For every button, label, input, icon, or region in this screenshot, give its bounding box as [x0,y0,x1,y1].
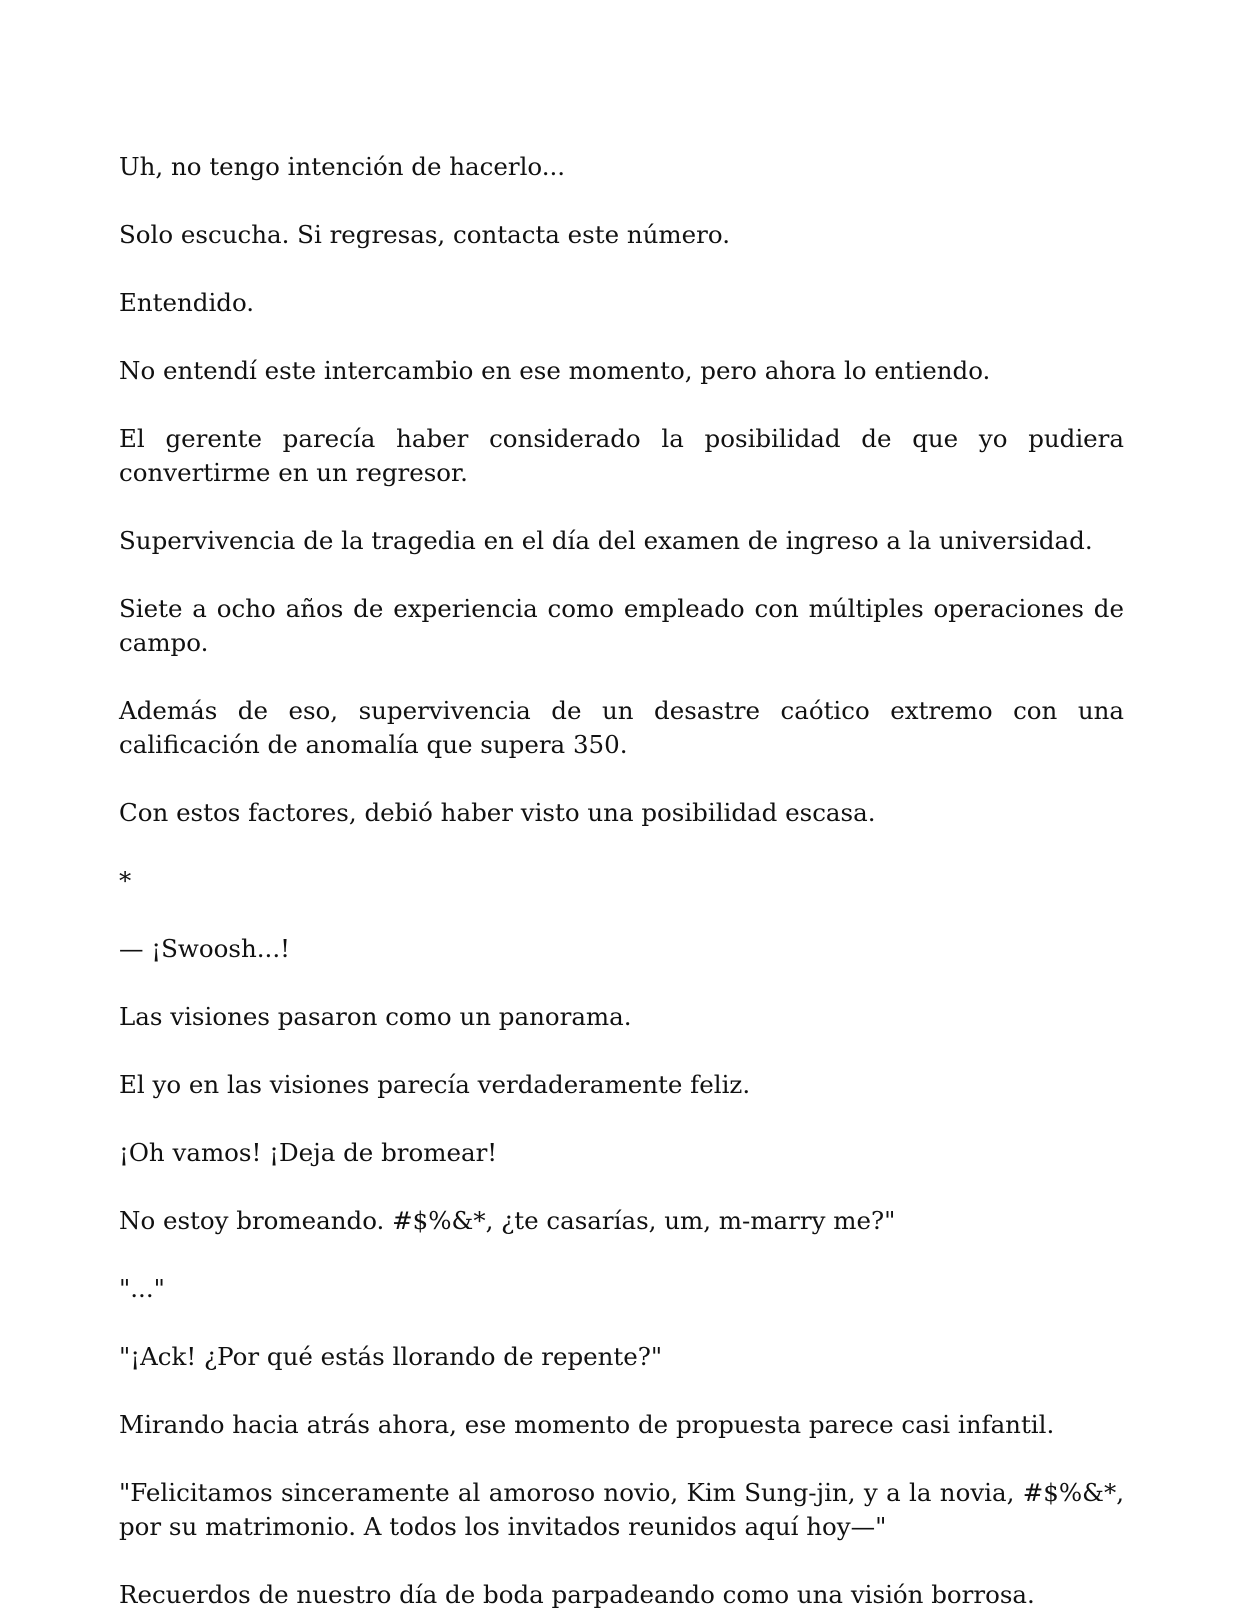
paragraph: No entendí este intercambio en ese momento, pero ahora lo entiendo. [119,356,991,385]
paragraph: Siete a ocho años de experiencia como empleado con múltiples operaciones de campo. [119,594,1124,657]
paragraph: Además de eso, supervivencia de un desastre caótico extremo con una calificación de anomalía que supera 350. [119,696,1124,759]
paragraph: Con estos factores, debió haber visto una posibilidad escasa. [119,798,876,827]
paragraph: Supervivencia de la tragedia en el día del examen de ingreso a la universidad. [119,526,1093,555]
scene-break: * [119,866,132,895]
paragraph: El yo en las visiones parecía verdaderamente feliz. [119,1070,751,1099]
paragraph: El gerente parecía haber considerado la posibilidad de que yo pudiera convertirme en un regresor. [119,424,1124,487]
paragraph: Mirando hacia atrás ahora, ese momento de propuesta parece casi infantil. [119,1410,1055,1439]
paragraph: Recuerdos de nuestro día de boda parpadeando como una visión borrosa. [119,1580,1035,1609]
paragraph: ¡Oh vamos! ¡Deja de bromear! [119,1138,498,1167]
paragraph: — ¡Swoosh...! [119,934,290,963]
paragraph: No estoy bromeando. #$%&*, ¿te casarías, um, m-marry me?" [119,1206,896,1235]
paragraph: "..." [119,1274,165,1303]
paragraph: Las visiones pasaron como un panorama. [119,1002,632,1031]
paragraph: Solo escucha. Si regresas, contacta este número. [119,220,730,249]
paragraph: "¡Ack! ¿Por qué estás llorando de repente?" [119,1342,663,1371]
document-body [119,150,1124,1612]
paragraph: Entendido. [119,288,255,317]
paragraph: Uh, no tengo intención de hacerlo... [119,152,566,181]
paragraph: "Felicitamos sinceramente al amoroso novio, Kim Sung-jin, y a la novia, #$%&*, por su matrimonio. A todos los invitados reunidos aquí hoy—" [119,1478,1124,1541]
